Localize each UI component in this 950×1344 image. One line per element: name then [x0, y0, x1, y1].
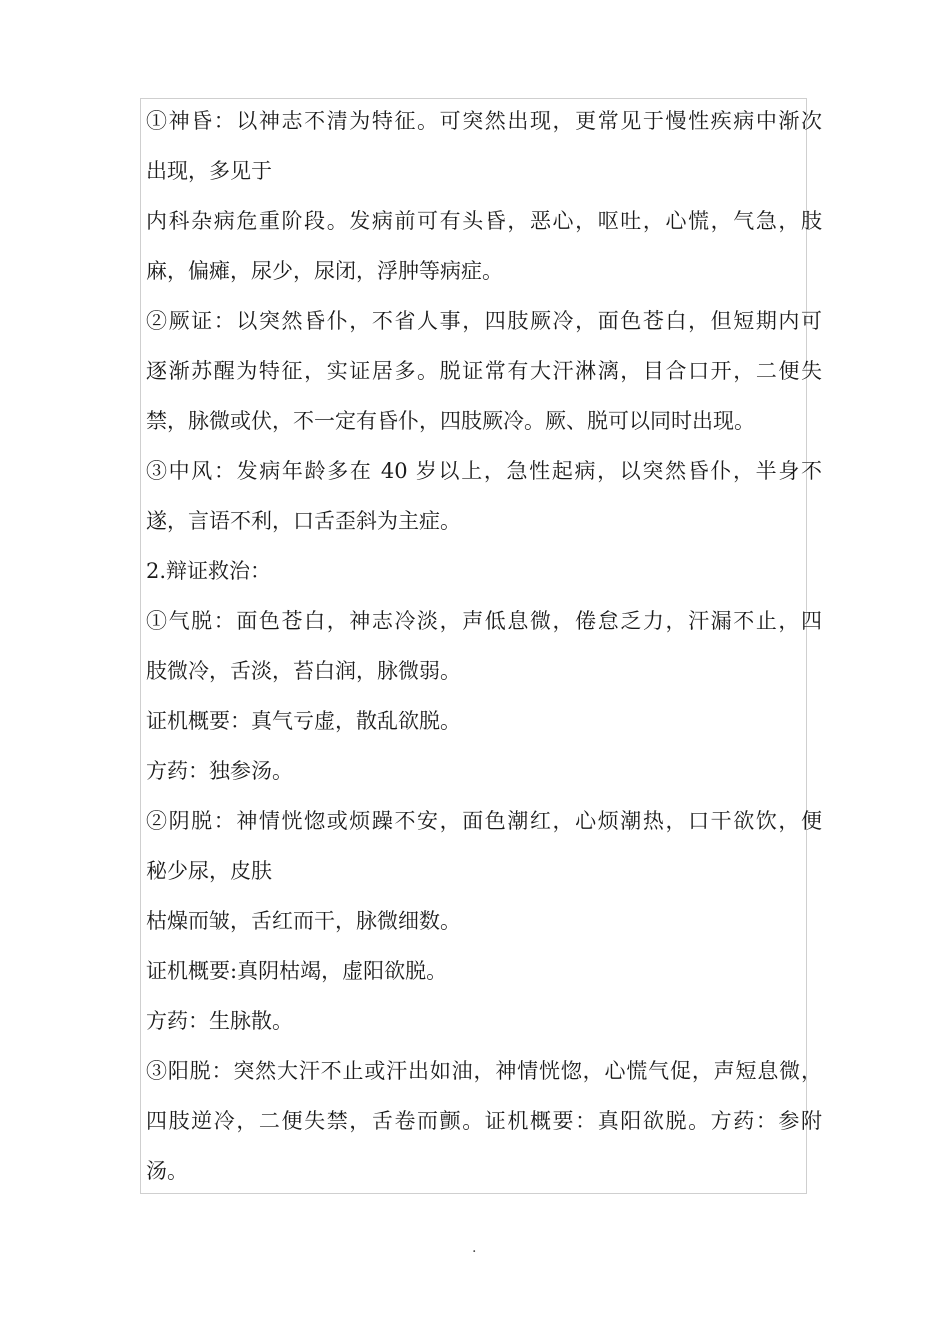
document-body: [146, 96, 822, 1196]
text-line: 汤。: [146, 1159, 188, 1183]
text-line: ③中风：发病年龄多在 40 岁以上，急性起病，以突然昏仆，半身不: [146, 459, 822, 483]
text-line: ②阴脱：神情恍惚或烦躁不安，面色潮红，心烦潮热，口干欲饮，便: [146, 809, 822, 833]
text-line: 枯燥而皱，舌红而干，脉微细数。: [146, 909, 461, 933]
text-line: ①气脱：面色苍白，神志冷淡，声低息微，倦怠乏力，汗漏不止，四: [146, 609, 822, 633]
text-line: 麻，偏瘫，尿少，尿闭，浮肿等病症。: [146, 259, 503, 283]
text-line: 证机概要:真阴枯竭，虚阳欲脱。: [146, 959, 448, 983]
text-line: ①神昏：以神志不清为特征。可突然出现，更常见于慢性疾病中渐次: [146, 109, 822, 133]
text-line: 遂，言语不利，口舌歪斜为主症。: [146, 509, 461, 533]
page-footer-mark: .: [472, 1240, 477, 1256]
text-line: 禁，脉微或伏，不一定有昏仆，四肢厥冷。厥、脱可以同时出现。: [146, 409, 755, 433]
text-line: 方药：生脉散。: [146, 1009, 293, 1033]
text-line: 出现，多见于: [146, 159, 272, 183]
section-heading: 2.辩证救治：: [146, 559, 272, 583]
text-line: ②厥证：以突然昏仆，不省人事，四肢厥冷，面色苍白，但短期内可: [146, 309, 822, 333]
text-line: ③阳脱：突然大汗不止或汗出如油，神情恍惚，心慌气促，声短息微，: [146, 1059, 822, 1083]
text-line: 内科杂病危重阶段。发病前可有头昏，恶心，呕吐，心慌，气急，肢: [146, 209, 822, 233]
text-line: 证机概要：真气亏虚，散乱欲脱。: [146, 709, 461, 733]
text-line: 肢微冷，舌淡，苔白润，脉微弱。: [146, 659, 461, 683]
text-line: 逐渐苏醒为特征，实证居多。脱证常有大汗淋漓，目合口开，二便失: [146, 359, 822, 383]
text-line: 秘少尿，皮肤: [146, 859, 272, 883]
text-line: 四肢逆冷，二便失禁，舌卷而颤。证机概要：真阳欲脱。方药：参附: [146, 1109, 822, 1133]
text-line: 方药：独参汤。: [146, 759, 293, 783]
